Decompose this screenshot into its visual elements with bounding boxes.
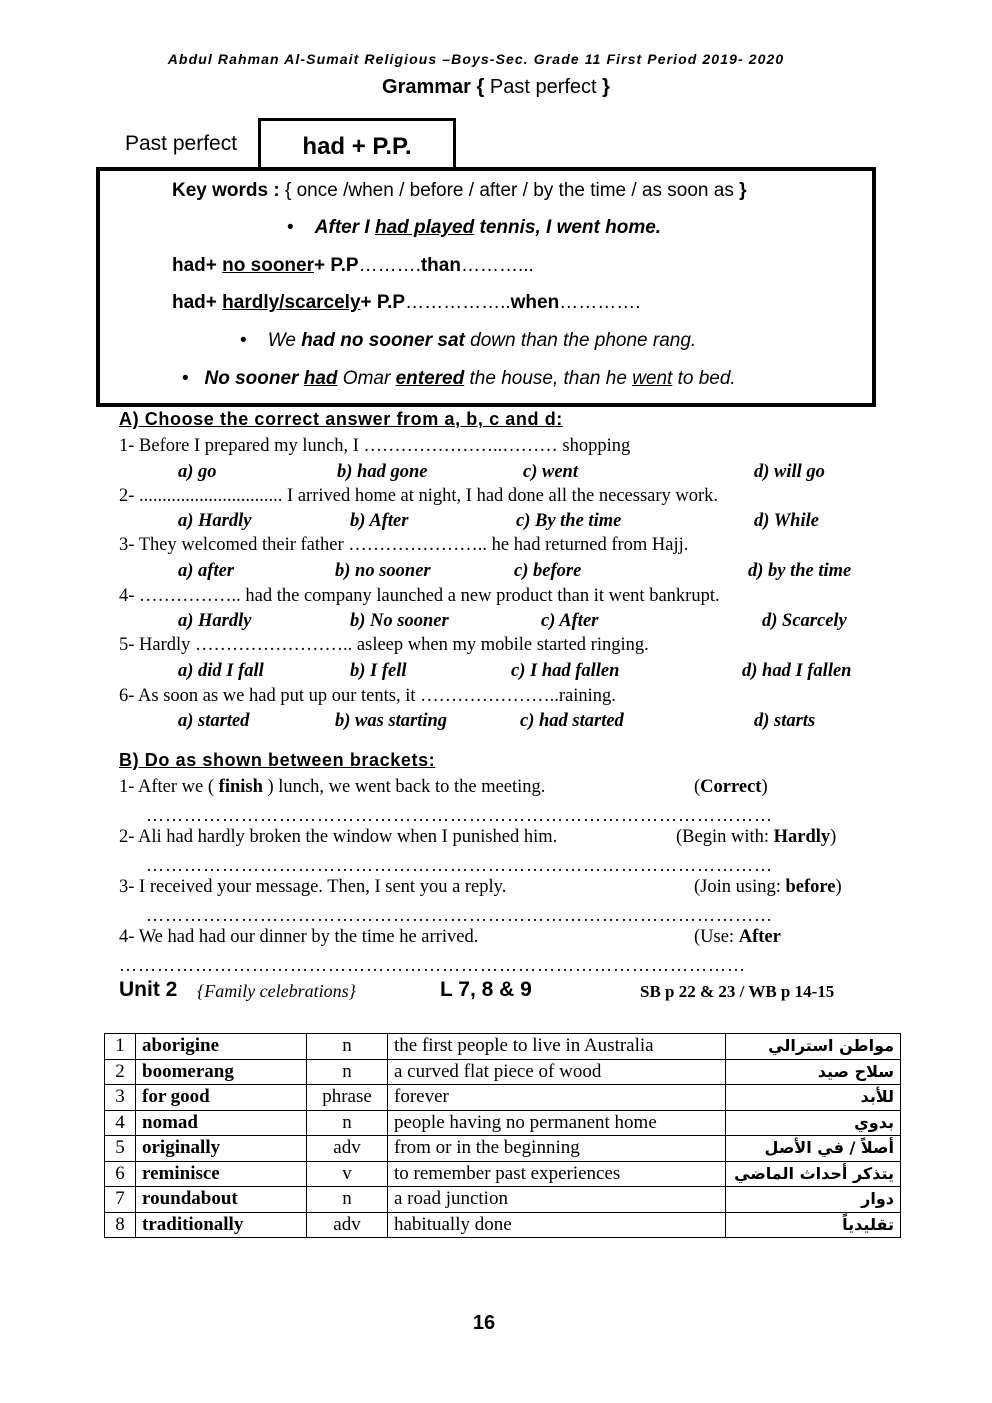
table-row	[105, 1059, 901, 1085]
part-of-speech: n	[307, 1110, 388, 1136]
table-row	[105, 1212, 901, 1238]
question-b1	[119, 777, 545, 798]
option: d) will go	[754, 462, 825, 482]
title-topic: Past perfect	[484, 76, 603, 98]
part-of-speech: adv	[307, 1136, 388, 1162]
rule2-a: had+	[172, 292, 223, 313]
vocab-word: for good	[136, 1085, 307, 1111]
vocab-word: nomad	[136, 1110, 307, 1136]
table-row	[105, 1187, 901, 1213]
option: c) had started	[520, 711, 624, 731]
b2-i3: )	[830, 827, 837, 847]
table-row	[105, 1161, 901, 1187]
vocabulary-table	[104, 1033, 901, 1238]
question-a6: 6- As soon as we had put up our tents, it …………………..raining.	[119, 686, 616, 706]
ex2-c: down than the phone rang.	[464, 330, 697, 351]
ex3-d: entered	[395, 368, 465, 389]
title-label: Grammar {	[382, 76, 485, 98]
table-row	[105, 1110, 901, 1136]
part-of-speech: adv	[307, 1212, 388, 1238]
definition: people having no permanent home	[388, 1110, 726, 1136]
question-b2: 2- Ali had hardly broken the window when I punished him.	[119, 827, 558, 847]
section-b-heading: B) Do as shown between brackets:	[119, 750, 436, 770]
vocab-word: traditionally	[136, 1212, 307, 1238]
option: b) I fell	[350, 661, 407, 681]
row-number: 7	[105, 1187, 136, 1213]
table-row	[105, 1136, 901, 1162]
option: a) started	[178, 711, 250, 731]
ex3-a: No sooner	[204, 368, 304, 389]
option: b) No sooner	[350, 611, 449, 631]
keywords-list: { once /when / before / after / by the time / as soon as	[279, 180, 740, 201]
row-number: 1	[105, 1034, 136, 1060]
b3-i2: before	[785, 877, 836, 897]
ex3-f: went	[632, 368, 673, 389]
table-row	[105, 1085, 901, 1111]
option: d) starts	[754, 711, 816, 731]
ex3-c: Omar	[337, 368, 396, 389]
b2-i1: (Begin with:	[676, 827, 774, 847]
row-number: 2	[105, 1059, 136, 1085]
past-perfect-label: Past perfect	[125, 132, 238, 155]
vocab-word: reminisce	[136, 1161, 307, 1187]
vocab-word: boomerang	[136, 1059, 307, 1085]
rule2-b: hardly/scarcely	[222, 292, 361, 313]
ex1-c: tennis, I went home.	[474, 217, 662, 238]
b2-i2: Hardly	[773, 827, 831, 847]
answer-line: ………………………………………………………………………………………	[146, 805, 773, 825]
ex3-e: the house, than he	[464, 368, 633, 389]
option: a) Hardly	[178, 511, 252, 531]
rule1-f: ………...	[460, 255, 534, 276]
rule1-c: + P.P	[314, 255, 359, 276]
table-row	[105, 1034, 901, 1060]
part-of-speech: phrase	[307, 1085, 388, 1111]
instruction-b3	[694, 877, 842, 898]
unit-pages: SB p 22 & 23 / WB p 14-15	[640, 982, 835, 1001]
arabic-translation: تقليدياً	[726, 1212, 901, 1238]
school-header: Abdul Rahman Al-Sumait Religious –Boys-Sec. Grade 11 First Period 2019- 2020	[167, 51, 785, 67]
option: c) By the time	[516, 511, 622, 531]
part-of-speech: n	[307, 1059, 388, 1085]
title-close: }	[602, 76, 610, 98]
row-number: 6	[105, 1161, 136, 1187]
option: d) had I fallen	[742, 661, 852, 681]
rule1-e: than	[420, 255, 461, 276]
bullet: •	[240, 330, 268, 351]
part-of-speech: v	[307, 1161, 388, 1187]
answer-line: ………………………………………………………………………………………	[119, 955, 746, 975]
b1-i3: )	[761, 777, 768, 797]
answer-line: ………………………………………………………………………………………	[146, 855, 773, 875]
example-3	[182, 368, 736, 390]
answer-line: ………………………………………………………………………………………	[146, 905, 773, 925]
arabic-translation: مواطن استرالي	[726, 1034, 901, 1060]
b1-i1: (	[694, 777, 701, 797]
keywords-line	[172, 180, 747, 202]
option: c) I had fallen	[511, 661, 620, 681]
row-number: 4	[105, 1110, 136, 1136]
option: b) was starting	[335, 711, 448, 731]
b1-b: finish	[218, 777, 263, 797]
definition: habitually done	[388, 1212, 726, 1238]
b1-i2: Correct	[700, 777, 762, 797]
unit-lessons: L 7, 8 & 9	[440, 978, 532, 1001]
unit-label: Unit 2	[119, 978, 178, 1001]
question-a5: 5- Hardly …………………….. asleep when my mobile started ringing.	[119, 635, 649, 655]
b4-i2: After	[738, 927, 781, 947]
section-a-heading: A) Choose the correct answer from a, b, c and d:	[119, 409, 563, 429]
rule2-e: when	[510, 292, 560, 313]
part-of-speech: n	[307, 1034, 388, 1060]
example-2	[240, 330, 696, 352]
arabic-translation: للأبد	[726, 1085, 901, 1111]
ex2-a: We	[267, 330, 302, 351]
ex3-b: had	[303, 368, 338, 389]
question-a3: 3- They welcomed their father ………………….. he had returned from Hajj.	[119, 535, 689, 555]
vocab-word: aborigine	[136, 1034, 307, 1060]
arabic-translation: أصلاً / في الأصل	[726, 1136, 901, 1162]
definition: forever	[388, 1085, 726, 1111]
bullet: •	[287, 217, 315, 238]
b3-i1: (Join using:	[694, 877, 786, 897]
arabic-translation: بدوي	[726, 1110, 901, 1136]
vocab-word: originally	[136, 1136, 307, 1162]
b3-i3: )	[835, 877, 842, 897]
question-a4: 4- …………….. had the company launched a new product than it went bankrupt.	[119, 586, 720, 606]
row-number: 3	[105, 1085, 136, 1111]
vocab-word: roundabout	[136, 1187, 307, 1213]
ex1-a: After I	[314, 217, 375, 238]
keywords-label: Key words :	[172, 180, 280, 201]
rule1-a: had+	[172, 255, 223, 276]
b1-c: ) lunch, we went back to the meeting.	[262, 777, 546, 797]
arabic-translation: يتذكر أحداث الماضي	[726, 1161, 901, 1187]
rule2-d: ……………..	[405, 292, 511, 313]
rule2-f: ………….	[559, 292, 641, 313]
question-b3: 3- I received your message. Then, I sent you a reply.	[119, 877, 507, 897]
arabic-translation: دوار	[726, 1187, 901, 1213]
part-of-speech: n	[307, 1187, 388, 1213]
question-a2: 2- ............................... I arrived home at night, I had done all the necessary work.	[119, 486, 719, 506]
page-number: 16	[472, 1312, 496, 1334]
rule-hardly	[172, 292, 641, 314]
ex1-b: had played	[374, 217, 475, 238]
definition: the first people to live in Australia	[388, 1034, 726, 1060]
row-number: 5	[105, 1136, 136, 1162]
question-b4: 4- We had had our dinner by the time he arrived.	[119, 927, 479, 947]
instruction-b2	[676, 827, 836, 848]
option: c) before	[514, 561, 582, 581]
arabic-translation: سلاح صيد	[726, 1059, 901, 1085]
b1-a: 1- After we (	[119, 777, 219, 797]
option: c) went	[523, 462, 578, 482]
definition: to remember past experiences	[388, 1161, 726, 1187]
definition: a road junction	[388, 1187, 726, 1213]
option: c) After	[541, 611, 599, 631]
rule1-d: ……….	[358, 255, 421, 276]
ex3-g: to bed.	[672, 368, 736, 389]
page-title	[0, 76, 992, 99]
option: d) While	[754, 511, 819, 531]
instruction-b4	[694, 927, 781, 948]
option: d) by the time	[748, 561, 852, 581]
unit-theme: {Family celebrations}	[197, 981, 356, 1001]
option: d) Scarcely	[762, 611, 847, 631]
formula-rule: had + P.P.	[302, 133, 412, 160]
definition: from or in the beginning	[388, 1136, 726, 1162]
option: a) after	[178, 561, 234, 581]
keywords-close: }	[739, 180, 747, 201]
example-1	[287, 217, 661, 239]
option: b) no sooner	[335, 561, 431, 581]
instruction-b1	[694, 777, 768, 798]
option: a) Hardly	[178, 611, 252, 631]
rule2-c: + P.P	[360, 292, 406, 313]
definition: a curved flat piece of wood	[388, 1059, 726, 1085]
rule-no-sooner	[172, 255, 534, 277]
rule1-b: no sooner	[222, 255, 314, 276]
row-number: 8	[105, 1212, 136, 1238]
option: a) go	[178, 462, 217, 482]
b4-i1: (Use:	[694, 927, 739, 947]
question-a1: 1- Before I prepared my lunch, I …………………..……… shopping	[119, 436, 631, 456]
ex2-b: had no sooner sat	[301, 330, 465, 351]
bullet: •	[182, 368, 205, 389]
option: b) After	[350, 511, 409, 531]
option: a) did I fall	[178, 661, 264, 681]
option: b) had gone	[337, 462, 428, 482]
